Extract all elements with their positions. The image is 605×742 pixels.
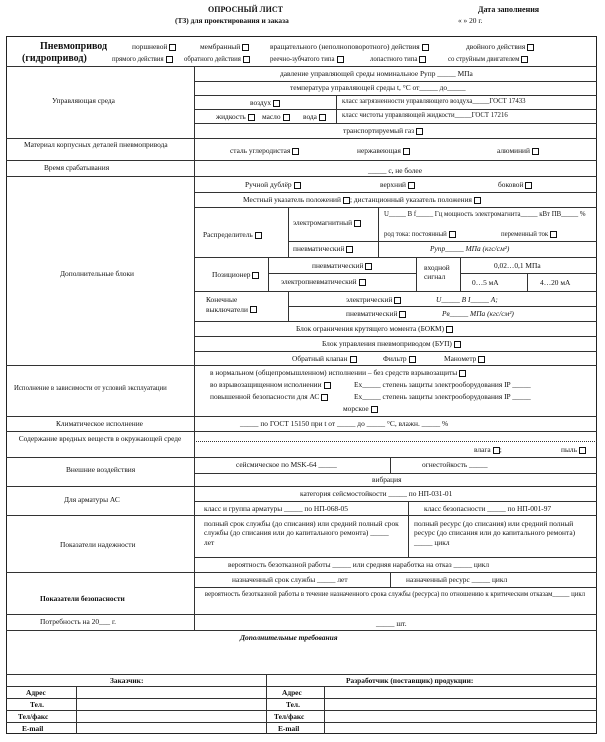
developer-label: Разработчик (поставщик) продукции: <box>346 676 474 685</box>
execution-as-level[interactable]: Ex_____ степень защиты электрооборудования IP _____ <box>354 392 531 401</box>
positioner-checkbox[interactable] <box>252 272 259 279</box>
developer-address-label: Адрес <box>282 688 302 697</box>
manometer-checkbox[interactable] <box>478 356 485 363</box>
local-checkbox[interactable] <box>343 197 350 204</box>
developer-email-label: E-mail <box>278 724 300 733</box>
reliability-life[interactable]: полный срок службы (до списания) или средний полный срок службы (до списания или до капитального ремонта) _____ лет <box>204 519 399 547</box>
customer-fax-label: Тел/факс <box>18 712 49 721</box>
material-carbon[interactable]: сталь углеродистая <box>230 147 299 155</box>
control-temperature[interactable]: температура управляющей среды t, °C от_____ до_____ <box>290 83 466 92</box>
signal-option-2[interactable]: 0…5 мА <box>472 278 499 287</box>
membrane-checkbox[interactable] <box>242 44 249 51</box>
drive-option-membrane[interactable]: мембранный <box>200 43 249 51</box>
material-label: Материал корпусных деталей пневмопривода <box>24 140 168 149</box>
customer-phone-label: Тел. <box>30 700 44 709</box>
customer-label: Заказчик: <box>110 676 144 685</box>
filter-checkbox[interactable] <box>409 356 416 363</box>
date-label: Дата заполнения <box>478 5 540 14</box>
water-checkbox[interactable] <box>319 114 326 121</box>
vibration-value[interactable]: вибрация <box>372 475 402 484</box>
reverse-checkbox[interactable] <box>243 56 250 63</box>
execution-label: Исполнение в зависимости от условий эксплуатации <box>14 385 167 392</box>
limit-pneumatic[interactable]: пневматический <box>346 310 406 318</box>
customer-address-input[interactable] <box>78 687 264 697</box>
execution-marine[interactable]: морское <box>343 405 378 413</box>
positioner-pneumatic[interactable]: пневматический <box>312 262 372 270</box>
oil-option[interactable]: масло <box>262 113 290 121</box>
dust-checkbox[interactable] <box>579 447 586 454</box>
response-label: Время срабатывания <box>44 163 110 172</box>
safety-probability[interactable]: вероятность безотказной работы в течение назначенного срока службы (ресурса) по отношению к критическим отказам_____ цикл <box>204 591 586 598</box>
manual-option[interactable]: Ручной дублёр <box>245 181 301 189</box>
execution-ex-level[interactable]: Ex_____ степень защиты электрооборудования IP _____ <box>354 380 531 389</box>
control-pressure[interactable]: давление управляющей среды номинальное Pупр _____ МПа <box>280 69 473 78</box>
manometer-option[interactable]: Манометр <box>444 355 485 363</box>
remote-checkbox[interactable] <box>474 197 481 204</box>
bup-checkbox[interactable] <box>454 341 461 348</box>
safety-service[interactable]: назначенный срок службы _____ лет <box>232 575 348 584</box>
bup-option[interactable]: Блок управления пневмоприводом (БУП) <box>322 340 461 348</box>
demand-value[interactable]: _____ шт. <box>376 619 407 628</box>
distributor-option[interactable]: Распределитель <box>203 231 262 239</box>
developer-fax-input[interactable] <box>326 711 594 721</box>
rack-checkbox[interactable] <box>337 56 344 63</box>
em-current-dc[interactable]: род тока: постоянный <box>384 231 456 239</box>
marine-checkbox[interactable] <box>371 406 378 413</box>
check-valve-checkbox[interactable] <box>350 356 357 363</box>
liquid-class[interactable]: класс чистоты управляющей жидкости_____ГОСТ 17216 <box>342 112 508 119</box>
customer-email-input[interactable] <box>78 723 264 733</box>
customer-phone-input[interactable] <box>78 699 264 709</box>
limit-elec-checkbox[interactable] <box>394 297 401 304</box>
signal-option-3[interactable]: 4…20 мА <box>540 278 571 287</box>
limit-electric[interactable]: электрический <box>346 296 401 304</box>
reliability-probability[interactable]: вероятность безотказной работы _____ или средняя наработка на отказ _____ цикл <box>228 560 490 569</box>
customer-fax-input[interactable] <box>78 711 264 721</box>
drive-option-rotary[interactable]: вращательного (неполноповоротного) действия <box>270 43 429 51</box>
form-title: ОПРОСНЫЙ ЛИСТ <box>208 5 283 14</box>
liquid-checkbox[interactable] <box>248 114 255 121</box>
top-option[interactable]: верхний <box>380 181 415 189</box>
top-checkbox[interactable] <box>408 182 415 189</box>
requirements-area[interactable] <box>8 645 595 673</box>
ac-checkbox[interactable] <box>550 231 557 238</box>
aluminum-checkbox[interactable] <box>532 148 539 155</box>
material-stainless[interactable]: нержавеющая <box>357 147 410 155</box>
pos-pneu-checkbox[interactable] <box>365 263 372 270</box>
date-field[interactable]: « » 20 г. <box>458 16 483 25</box>
air-class[interactable]: класс загрязненности управляющего воздуха_____ГОСТ 17433 <box>342 98 526 105</box>
seismic-value[interactable]: сейсмическое по MSK-64 _____ <box>236 460 337 469</box>
input-signal-label: входной сигнал <box>424 263 450 281</box>
pneu-pressure[interactable]: Pупр_____ МПа (кгс/см²) <box>430 244 510 253</box>
drive-option-rack[interactable]: реечно-зубчатого типа <box>270 56 344 64</box>
as-fittings-label: Для арматуры АС <box>64 495 120 504</box>
distributor-checkbox[interactable] <box>255 232 262 239</box>
side-checkbox[interactable] <box>525 182 532 189</box>
dust-option[interactable]: пыль <box>561 446 586 454</box>
class-group[interactable]: класс и группа арматуры _____ по НП-068-05 <box>204 504 348 513</box>
response-value[interactable]: _____ с, не более <box>368 166 422 175</box>
positioner-electro[interactable]: электропневматический <box>281 278 366 286</box>
climate-value[interactable]: _____ по ГОСТ 15150 при t от _____ до _____ °С, влажн. _____ % <box>240 419 449 428</box>
signal-option-1[interactable]: 0,02…0,1 МПа <box>494 261 541 270</box>
seismic-category[interactable]: категория сейсмостойкости _____ по НП-031-01 <box>300 489 453 498</box>
reliability-resource[interactable]: полный ресурс (до списания) или средний полный ресурс (до списания или до капитального ремонта) _____ цикл <box>414 519 576 547</box>
material-aluminum[interactable]: алюминий <box>497 147 539 155</box>
developer-fax-label: Тел/факс <box>274 712 305 721</box>
drive-title-hydraulic: (гидропривод) <box>22 53 87 64</box>
climate-label: Климатическое исполнение <box>56 419 143 428</box>
customer-address-label: Адрес <box>26 688 46 697</box>
limit-pneu-checkbox[interactable] <box>399 311 406 318</box>
safety-label: Показатели безопасности <box>40 594 125 603</box>
local-indicator[interactable]: Местный указатель положений ; дистанционный указатель положения <box>243 196 481 204</box>
dc-checkbox[interactable] <box>449 231 456 238</box>
execution-normal[interactable]: в нормальном (общепромышленном) исполнении – без средств взрывозащиты <box>210 369 466 377</box>
reliability-label: Показатели надежности <box>60 540 136 549</box>
stainless-checkbox[interactable] <box>403 148 410 155</box>
moisture-checkbox[interactable] <box>493 447 500 454</box>
execution-as[interactable]: повышенной безопасности для АС <box>210 393 328 401</box>
external-label: Внешние воздействия <box>66 465 136 474</box>
customer-email-label: E-mail <box>22 724 44 733</box>
limit-pneu-params[interactable]: Pв_____ МПа (кгс/см²) <box>442 309 514 318</box>
em-current-ac[interactable]: переменный ток <box>501 231 557 239</box>
limit-elec-params[interactable]: U_____ В I_____ А; <box>436 295 498 304</box>
bokm-option[interactable]: Блок ограничения крутящего момента (БОКМ) <box>296 325 453 333</box>
air-checkbox[interactable] <box>273 100 280 107</box>
double-checkbox[interactable] <box>527 44 534 51</box>
developer-email-input[interactable] <box>326 723 594 733</box>
drive-option-direct[interactable]: прямого действия <box>112 56 173 64</box>
liquid-option[interactable]: жидкость <box>216 113 255 121</box>
developer-phone-input[interactable] <box>326 699 594 709</box>
drive-title: Пневмопривод <box>40 41 108 52</box>
rotary-checkbox[interactable] <box>422 44 429 51</box>
positioner-option[interactable]: Позиционер <box>212 271 259 279</box>
pneumatic-distributor[interactable]: пневматический <box>293 245 353 253</box>
em-params[interactable]: U_____ В f_____ Гц мощность электромагнита_____ кВт ПВ_____ % <box>384 211 586 218</box>
ex-checkbox[interactable] <box>324 382 331 389</box>
form-subtitle: (ТЗ) для проектирования и заказа <box>175 16 289 25</box>
drive-option-piston[interactable]: поршневой <box>132 43 176 51</box>
vane-checkbox[interactable] <box>419 56 426 63</box>
moisture-option[interactable]: влага ; <box>474 445 502 454</box>
air-option[interactable]: воздух <box>250 99 280 107</box>
pos-electro-checkbox[interactable] <box>359 279 366 286</box>
check-valve-option[interactable]: Обратный клапан <box>292 355 357 363</box>
safety-resource[interactable]: назначенный ресурс _____ цикл <box>406 575 508 584</box>
drive-option-reverse[interactable]: обратного действия <box>184 56 250 64</box>
safety-class[interactable]: класс безопасности _____ по НП-001-97 <box>424 504 552 513</box>
demand-label: Потребность на 20___ г. <box>40 617 117 626</box>
requirements-label: Дополнительные требования <box>240 633 338 642</box>
drive-option-jet[interactable]: со струйным двигателем <box>448 56 528 64</box>
control-medium-label: Управляющая среда <box>52 96 115 105</box>
water-option[interactable]: вода <box>303 113 326 121</box>
carbon-checkbox[interactable] <box>292 148 299 155</box>
limit-switches-label[interactable]: Конечные выключатели <box>206 295 270 314</box>
as-checkbox[interactable] <box>321 394 328 401</box>
electromagnetic-checkbox[interactable] <box>354 220 361 227</box>
manual-checkbox[interactable] <box>294 182 301 189</box>
fire-value[interactable]: огнестойкость _____ <box>422 460 488 469</box>
developer-phone-label: Тел. <box>286 700 300 709</box>
gas-option[interactable]: транспортируемый газ <box>343 127 423 135</box>
harmful-label: Содержание вредных веществ в окружающей среде <box>18 434 182 443</box>
electromagnetic-option[interactable]: электромагнитный <box>293 219 361 227</box>
piston-checkbox[interactable] <box>169 44 176 51</box>
limit-checkbox[interactable] <box>250 306 257 313</box>
drive-option-vane[interactable]: лопастного типа <box>370 56 426 64</box>
bokm-checkbox[interactable] <box>446 326 453 333</box>
direct-checkbox[interactable] <box>166 56 173 63</box>
pneumatic-dist-checkbox[interactable] <box>346 246 353 253</box>
developer-address-input[interactable] <box>326 687 594 697</box>
drive-option-double[interactable]: двойного действия <box>466 43 534 51</box>
oil-checkbox[interactable] <box>283 114 290 121</box>
filter-option[interactable]: Фильтр <box>383 355 416 363</box>
jet-checkbox[interactable] <box>521 56 528 63</box>
side-option[interactable]: боковой <box>498 181 532 189</box>
extra-blocks-label: Дополнительные блоки <box>60 269 135 278</box>
execution-ex[interactable]: во взрывозащищенном исполнении <box>210 381 331 389</box>
normal-checkbox[interactable] <box>459 370 466 377</box>
gas-checkbox[interactable] <box>416 128 423 135</box>
